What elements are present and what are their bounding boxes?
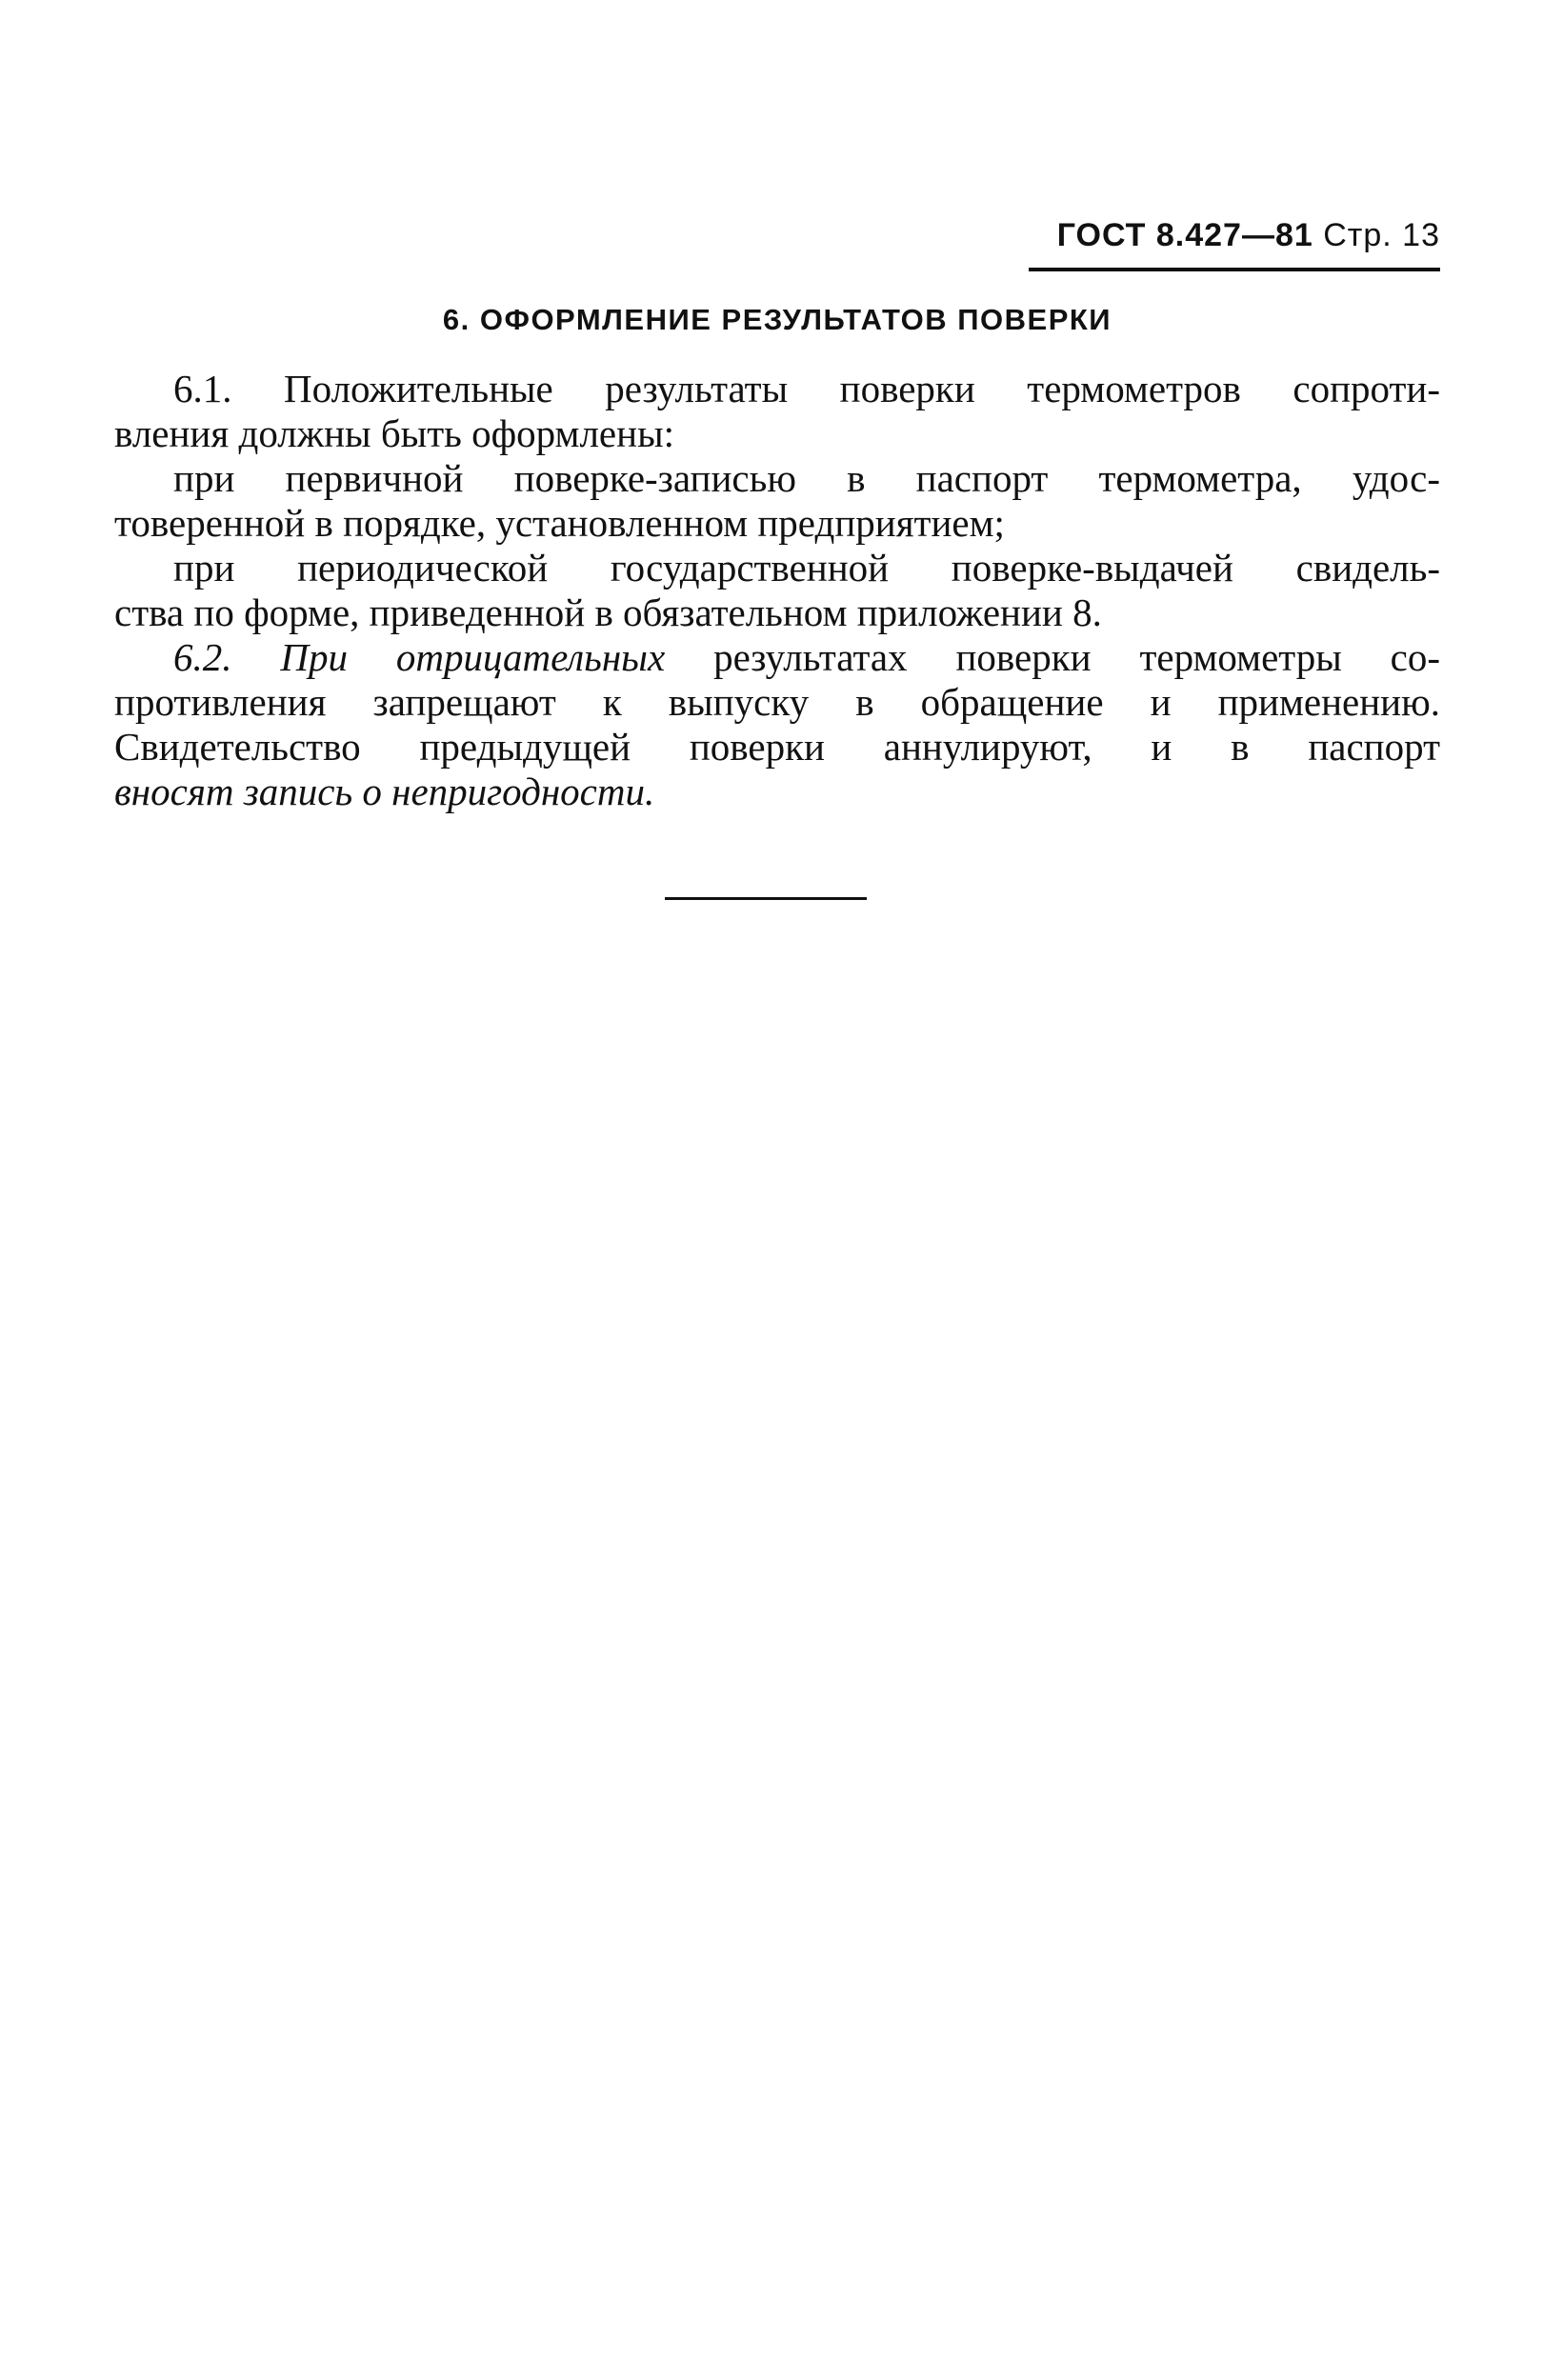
paragraph-6-2-line-2: противления запрещают к выпуску в обращение и применению. [114, 680, 1440, 724]
paragraph-6-2-line-1-rest: результатах поверки термометры со- [713, 635, 1440, 679]
paragraph-6-1-a-line-2: товеренной в порядке, установленном предприятием; [114, 501, 1005, 545]
page-number: Стр. 13 [1323, 217, 1440, 253]
paragraph-6-1-line-1: 6.1. Положительные результаты поверки термометров сопроти- [173, 367, 1440, 410]
paragraph-6-1-b-line-1: при периодической государственной поверке-выдачей свидель- [173, 546, 1440, 590]
paragraph-6-2-line-1 [114, 635, 1440, 680]
paragraph-6-1-b-line-2: ства по форме, приведенной в обязательном приложении 8. [114, 590, 1102, 634]
end-rule [665, 897, 867, 900]
section-title: 6. ОФОРМЛЕНИЕ РЕЗУЛЬТАТОВ ПОВЕРКИ [442, 303, 1112, 336]
standard-number: ГОСТ 8.427—81 [1056, 217, 1313, 253]
paragraph-6-2-number: 6.2. [173, 635, 232, 679]
body-text [114, 367, 1440, 814]
paragraph-6-1-a-line-1: при первичной поверке-записью в паспорт термометра, удос- [173, 456, 1440, 500]
paragraph-6-1-line-2: вления должны быть оформлены: [114, 411, 675, 455]
paragraph-6-2-line-3: Свидетельство предыдущей поверки аннулируют, и в паспорт [114, 725, 1440, 769]
paragraph-6-2-line-4: вносят запись о непригодности. [114, 770, 655, 813]
page-header [1029, 217, 1440, 271]
paragraph-6-2-italic-start: При отрицательных [280, 635, 666, 679]
